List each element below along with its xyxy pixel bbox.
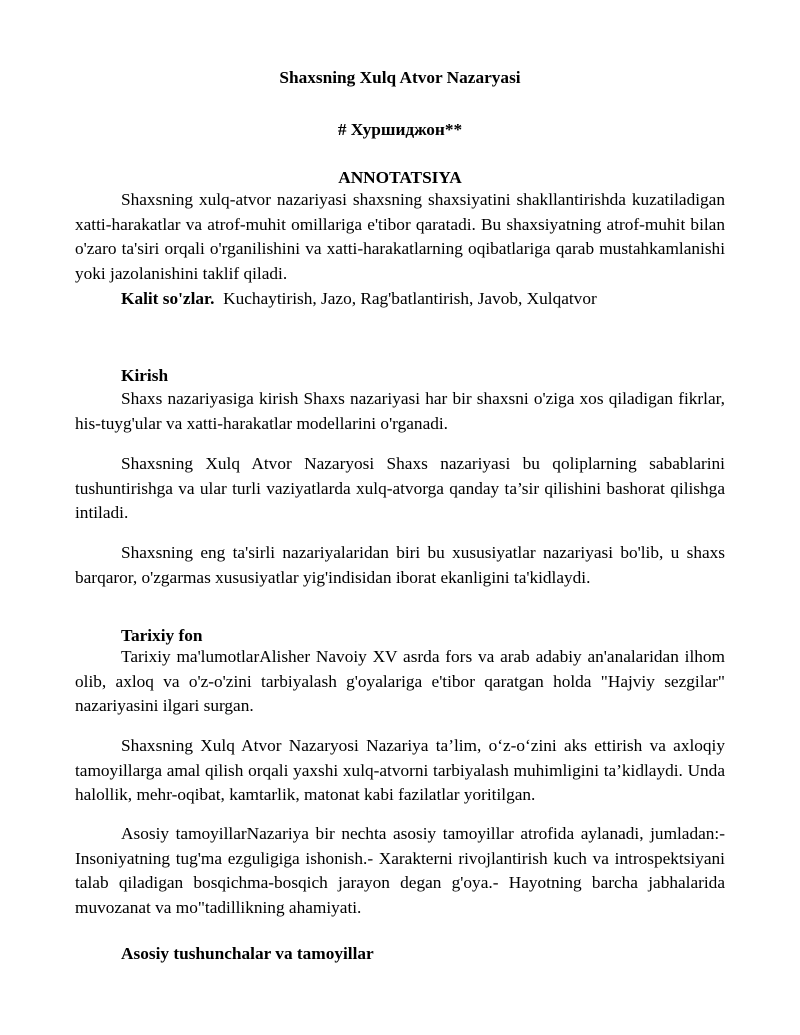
document-author: # Хуршиджон** xyxy=(337,120,463,139)
section-kirish-paragraph-1: Shaxs nazariyasiga kirish Shaxs nazariyasi har bir shaxsni o'ziga xos qiladigan fikrlar, his-tuyg'ular va xatti-harakatlar modellarini o'rganadi. xyxy=(75,389,725,433)
keywords-text: Kuchaytirish, Jazo, Rag'batlantirish, Javob, Xulqatvor xyxy=(223,289,597,308)
section-heading-asosiy-tushunchalar: Asosiy tushunchalar va tamoyillar xyxy=(121,944,374,963)
section-heading-tarixiy-fon: Tarixiy fon xyxy=(121,626,203,645)
annotation-heading: ANNOTATSIYA xyxy=(338,168,462,187)
keywords-label: Kalit so'zlar. xyxy=(121,289,215,308)
section-tarixiy-paragraph-2: Shaxsning Xulq Atvor Nazaryosi Nazariya ta’lim, o‘z-o‘zini aks ettirish va axloqiy tamoyillarga amal qilish orqali yaxshi xulq-atvorni tarbiyalash muhimligini ta’kidlaydi. Unda halollik, mehr-oqibat, kamtarlik, matonat kabi fazilatlar yoritilgan. xyxy=(75,736,725,805)
section-heading-kirish: Kirish xyxy=(121,366,169,385)
section-tarixiy-paragraph-1: Tarixiy ma'lumotlarAlisher Navoiy XV asrda fors va arab adabiy an'analaridan ilhom olib, axloq va o'z-o'zini tarbiyalash g'oyalariga e'tibor qaratgan holda "Hajviy sezgilar" nazariyasini ilgari surgan. xyxy=(75,647,725,716)
section-kirish-paragraph-3: Shaxsning eng ta'sirli nazariyalaridan biri bu xususiyatlar nazariyasi bo'lib, u shaxs barqaror, o'zgarmas xususiyatlar yig'indisidan iborat ekanligini ta'kidlaydi. xyxy=(75,543,725,587)
section-tarixiy-paragraph-3: Asosiy tamoyillarNazariya bir nechta asosiy tamoyillar atrofida aylanadi, jumladan:- Insoniyatning tug'ma ezguligiga ishonish.- Xarakterni rivojlantirish kuch va introspektsiyani talab qiladigan bosqichma-bosqich jarayon degan g'oya.- Hayotning barcha jabhalarida muvozanat va mo"tadillikning ahamiyati. xyxy=(75,824,725,917)
document-title: Shaxsning Xulq Atvor Nazaryasi xyxy=(279,68,521,87)
keywords-line xyxy=(121,287,597,312)
annotation-paragraph: Shaxsning xulq-atvor nazariyasi shaxsning shaxsiyatini shakllantirishda kuzatiladigan xatti-harakatlar va atrof-muhit omillariga e'tibor qaratadi. Bu shaxsiyatning atrof-muhit bilan o'zaro ta'siri orqali o'rganilishini va xatti-harakatlarning oqibatlariga qarab mustahkamlanishi yoki jazolanishini taklif qiladi. xyxy=(75,190,725,283)
section-kirish-paragraph-2: Shaxsning Xulq Atvor Nazaryosi Shaxs nazariyasi bu qoliplarning sabablarini tushuntirishga va ular turli vaziyatlarda xulq-atvorga qanday ta’sir qilishini bashorat qilishga intiladi. xyxy=(75,454,725,523)
